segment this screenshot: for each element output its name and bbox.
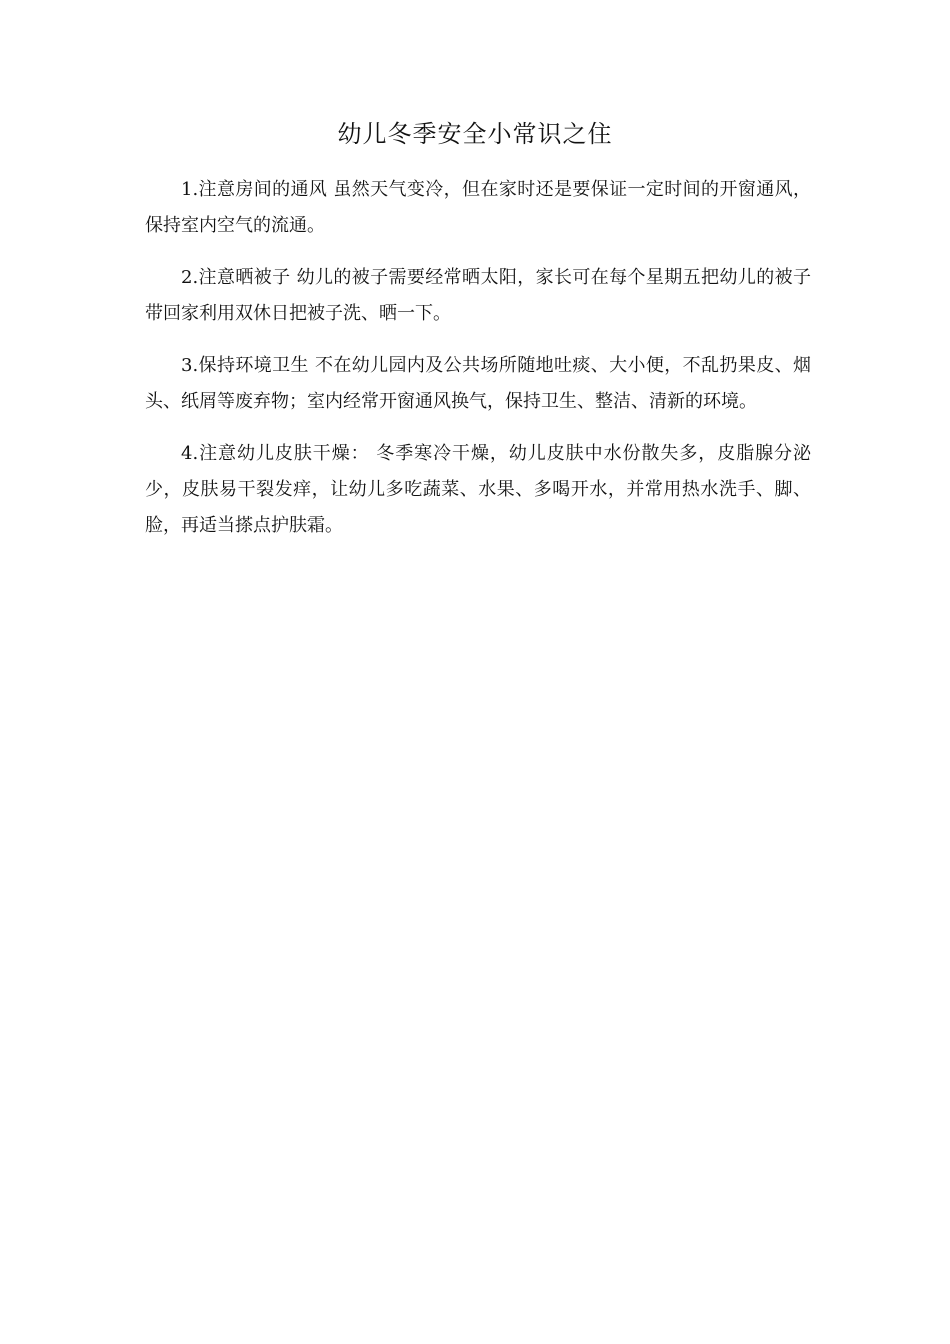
paragraph-bedding: 2.注意晒被子 幼儿的被子需要经常晒太阳，家长可在每个星期五把幼儿的被子带回家利用双休日把被子洗、晒一下。	[145, 267, 811, 324]
paragraph-hygiene: 3.保持环境卫生 不在幼儿园内及公共场所随地吐痰、大小便，不乱扔果皮、烟头、纸屑等废弃物；室内经常开窗通风换气，保持卫生、整洁、清新的环境。	[145, 355, 811, 412]
document-body	[145, 172, 811, 560]
paragraph-ventilation: 1.注意房间的通风 虽然天气变冷，但在家时还是要保证一定时间的开窗通风，保持室内空气的流通。	[145, 179, 811, 236]
page-title: 幼儿冬季安全小常识之住	[337, 120, 613, 148]
paragraph-skin-care: 4.注意幼儿皮肤干燥： 冬季寒冷干燥，幼儿皮肤中水份散失多，皮脂腺分泌少，皮肤易干裂发痒，让幼儿多吃蔬菜、水果、多喝开水，并常用热水洗手、脚、脸，再适当搽点护肤霜。	[145, 443, 811, 536]
